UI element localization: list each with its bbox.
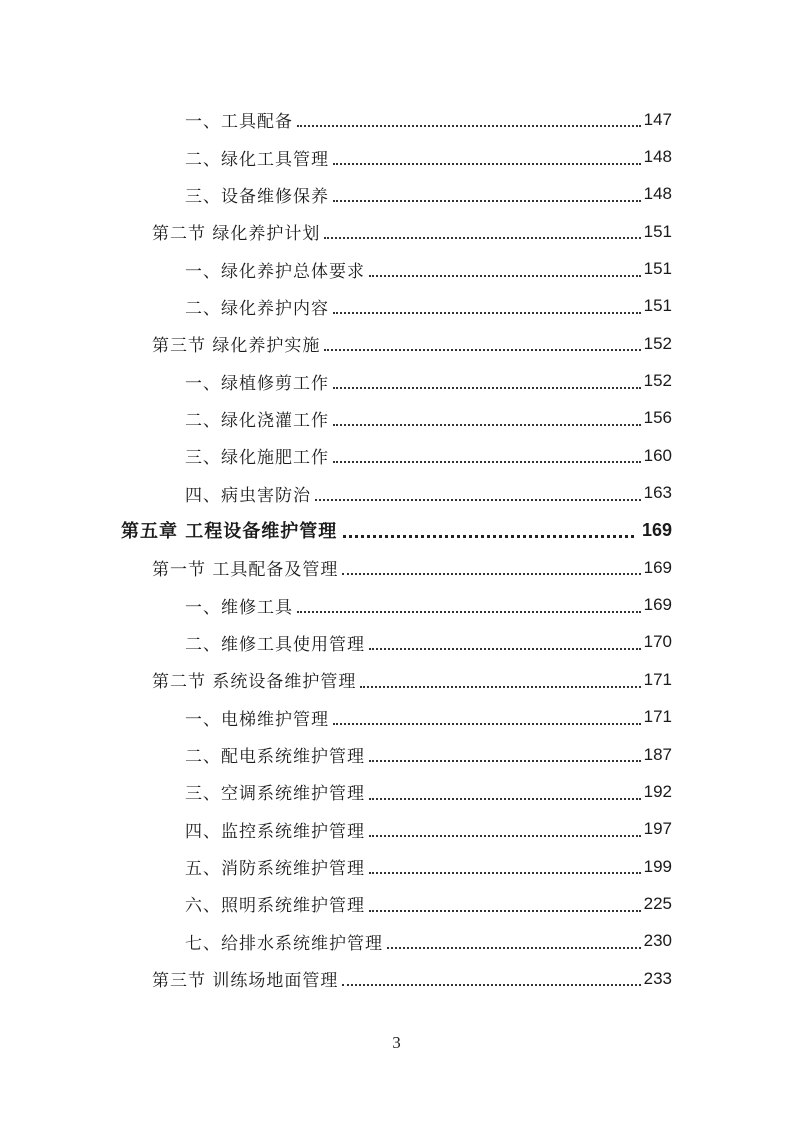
dot-leader [297, 611, 641, 613]
toc-entry-title: 四、监控系统维护管理 [185, 821, 365, 842]
toc-section-entry[interactable] [0, 213, 793, 250]
toc-section-entry[interactable] [0, 960, 793, 997]
toc-entry-page: 233 [643, 968, 672, 988]
toc-subsection-entry[interactable] [0, 437, 793, 474]
toc-entry-title: 一、电梯维护管理 [185, 709, 329, 730]
toc-subsection-entry[interactable] [0, 885, 793, 922]
toc-entry-page: 169 [641, 519, 672, 540]
toc-entry-page: 151 [643, 221, 672, 241]
dot-leader [342, 984, 640, 986]
dot-leader [342, 573, 640, 575]
toc-entry-page: 156 [643, 408, 672, 428]
toc-entry-page: 148 [643, 147, 672, 167]
dot-leader [369, 872, 641, 874]
toc-subsection-entry[interactable] [0, 624, 793, 661]
dot-leader [333, 200, 641, 202]
table-of-contents [0, 101, 793, 997]
toc-entry-title: 第一节 工具配备及管理 [152, 560, 339, 581]
dot-leader [297, 125, 641, 127]
toc-subsection-entry[interactable] [0, 250, 793, 287]
dot-leader [333, 312, 641, 314]
toc-entry-page: 171 [643, 669, 672, 689]
toc-entry-title: 二、绿化工具管理 [185, 149, 329, 170]
toc-entry-title: 第二节 系统设备维护管理 [152, 672, 357, 693]
toc-entry-title: 一、维修工具 [185, 597, 293, 618]
dot-leader [369, 798, 641, 800]
toc-subsection-entry[interactable] [0, 400, 793, 437]
dot-leader [369, 835, 641, 837]
toc-subsection-entry[interactable] [0, 138, 793, 175]
toc-entry-title: 二、维修工具使用管理 [185, 634, 365, 655]
toc-subsection-entry[interactable] [0, 362, 793, 399]
toc-entry-title: 六、照明系统维护管理 [185, 896, 365, 917]
toc-entry-title: 一、工具配备 [185, 112, 293, 133]
toc-entry-title: 第二节 绿化养护计划 [152, 224, 321, 245]
toc-subsection-entry[interactable] [0, 101, 793, 138]
page-number: 3 [392, 1033, 401, 1052]
toc-entry-page: 171 [643, 707, 672, 727]
toc-entry-title: 一、绿植修剪工作 [185, 373, 329, 394]
dot-leader [343, 535, 634, 538]
toc-subsection-entry[interactable] [0, 923, 793, 960]
dot-leader [324, 349, 640, 351]
toc-entry-title: 第五章 工程设备维护管理 [121, 521, 338, 543]
dot-leader [333, 723, 641, 725]
toc-entry-title: 二、绿化养护内容 [185, 298, 329, 319]
toc-entry-title: 第三节 绿化养护实施 [152, 336, 321, 357]
dot-leader [360, 686, 640, 688]
toc-entry-title: 五、消防系统维护管理 [185, 859, 365, 880]
toc-entry-page: 187 [643, 744, 672, 764]
toc-section-entry[interactable] [0, 549, 793, 586]
toc-entry-page: 197 [643, 819, 672, 839]
toc-entry-title: 二、绿化浇灌工作 [185, 410, 329, 431]
dot-leader [387, 947, 641, 949]
toc-entry-title: 七、给排水系统维护管理 [185, 933, 383, 954]
toc-entry-title: 三、空调系统维护管理 [185, 784, 365, 805]
toc-entry-title: 三、设备维修保养 [185, 186, 329, 207]
toc-entry-page: 225 [643, 893, 672, 913]
toc-subsection-entry[interactable] [0, 176, 793, 213]
toc-entry-title: 一、绿化养护总体要求 [185, 261, 365, 282]
toc-subsection-entry[interactable] [0, 699, 793, 736]
toc-entry-page: 152 [643, 371, 672, 391]
toc-entry-page: 192 [643, 781, 672, 801]
dot-leader [369, 910, 641, 912]
toc-entry-page: 148 [643, 184, 672, 204]
toc-subsection-entry[interactable] [0, 811, 793, 848]
dot-leader [315, 499, 641, 501]
dot-leader [324, 237, 640, 239]
toc-entry-title: 四、病虫害防治 [185, 485, 311, 506]
toc-entry-page: 152 [643, 333, 672, 353]
toc-section-entry[interactable] [0, 325, 793, 362]
toc-entry-page: 170 [643, 632, 672, 652]
toc-subsection-entry[interactable] [0, 736, 793, 773]
toc-entry-page: 169 [643, 595, 672, 615]
toc-entry-title: 二、配电系统维护管理 [185, 747, 365, 768]
toc-entry-page: 169 [643, 557, 672, 577]
toc-entry-page: 160 [643, 445, 672, 465]
toc-subsection-entry[interactable] [0, 586, 793, 623]
dot-leader [333, 461, 641, 463]
dot-leader [369, 648, 641, 650]
dot-leader [333, 163, 641, 165]
dot-leader [333, 387, 641, 389]
dot-leader [369, 760, 641, 762]
toc-entry-page: 163 [643, 483, 672, 503]
toc-entry-page: 151 [643, 259, 672, 279]
toc-subsection-entry[interactable] [0, 474, 793, 511]
toc-entry-page: 230 [643, 931, 672, 951]
toc-section-entry[interactable] [0, 661, 793, 698]
toc-subsection-entry[interactable] [0, 848, 793, 885]
toc-entry-page: 199 [643, 856, 672, 876]
toc-entry-page: 151 [643, 296, 672, 316]
toc-entry-title: 三、绿化施肥工作 [185, 448, 329, 469]
toc-entry-title: 第三节 训练场地面管理 [152, 971, 339, 992]
toc-subsection-entry[interactable] [0, 288, 793, 325]
dot-leader [333, 424, 641, 426]
toc-entry-page: 147 [643, 109, 672, 129]
toc-subsection-entry[interactable] [0, 773, 793, 810]
dot-leader [369, 275, 641, 277]
toc-chapter-entry[interactable] [0, 512, 793, 549]
